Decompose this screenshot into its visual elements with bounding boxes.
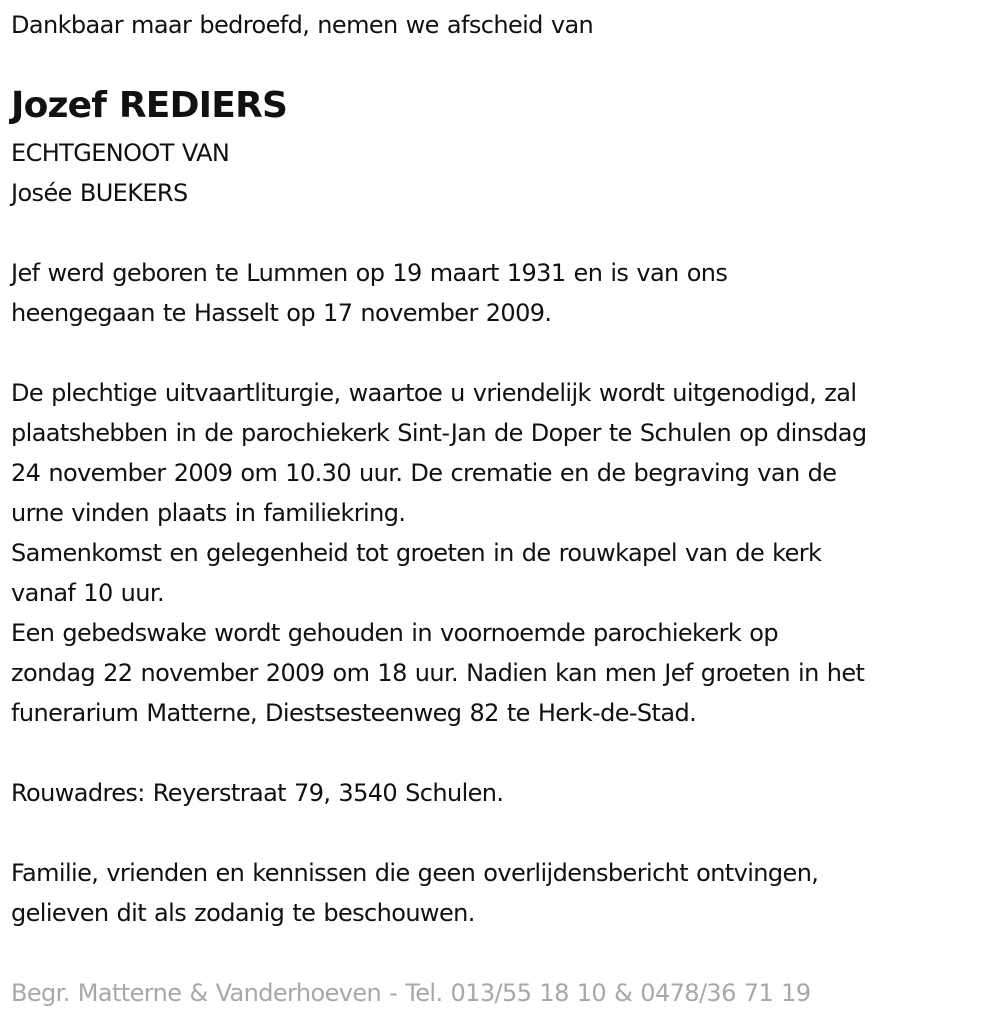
- ceremony-line-9: funerarium Matterne, Diestsesteenweg 82 te Herk-de-Stad.: [11, 699, 697, 727]
- ceremony-line-6: vanaf 10 uur.: [11, 579, 164, 607]
- birth-death-line-2: heengegaan te Hasselt op 17 november 2009.: [11, 299, 552, 327]
- closing-line-1: Familie, vrienden en kennissen die geen overlijdensbericht ontvingen,: [11, 859, 819, 887]
- mourning-address: Rouwadres: Reyerstraat 79, 3540 Schulen.: [11, 779, 504, 807]
- birth-death-line-1: Jef werd geboren te Lummen op 19 maart 1931 en is van ons: [11, 259, 728, 287]
- ceremony-line-3: 24 november 2009 om 10.30 uur. De crematie en de begraving van de: [11, 459, 837, 487]
- funeral-home-footer: Begr. Matterne & Vanderhoeven - Tel. 013/55 18 10 & 0478/36 71 19: [11, 979, 811, 1007]
- closing-line-2: gelieven dit als zodanig te beschouwen.: [11, 899, 475, 927]
- ceremony-line-2: plaatshebben in de parochiekerk Sint-Jan de Doper te Schulen op dinsdag: [11, 419, 867, 447]
- ceremony-line-7: Een gebedswake wordt gehouden in voornoemde parochiekerk op: [11, 619, 778, 647]
- deceased-name: Jozef REDIERS: [11, 85, 288, 126]
- intro-text: Dankbaar maar bedroefd, nemen we afscheid van: [11, 11, 594, 39]
- relation-label: ECHTGENOOT VAN: [11, 139, 230, 167]
- ceremony-line-1: De plechtige uitvaartliturgie, waartoe u vriendelijk wordt uitgenodigd, zal: [11, 379, 857, 407]
- spouse-name: Josée BUEKERS: [11, 179, 188, 207]
- ceremony-line-4: urne vinden plaats in familiekring.: [11, 499, 406, 527]
- ceremony-line-5: Samenkomst en gelegenheid tot groeten in de rouwkapel van de kerk: [11, 539, 822, 567]
- ceremony-line-8: zondag 22 november 2009 om 18 uur. Nadien kan men Jef groeten in het: [11, 659, 865, 687]
